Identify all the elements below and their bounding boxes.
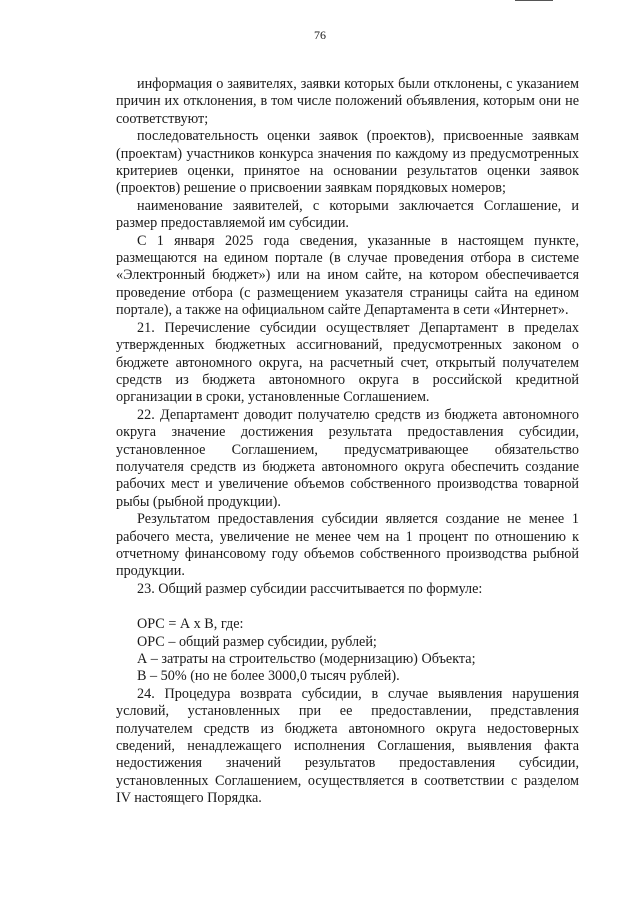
paragraph-agreement-recipients: наименование заявителей, с которыми заключается Соглашение, и размер предоставляемой им субсидии.: [116, 197, 579, 232]
page-number: 76: [314, 28, 326, 42]
formula-definition-a: А – затраты на строительство (модернизацию) Объекта;: [137, 651, 476, 667]
paragraph-result: Результатом предоставления субсидии является создание не менее 1 рабочего места, увеличение не менее чем на 1 процент по отношению к отчетному финансовому году объемов собственного производства рыбной продукции.: [116, 511, 579, 580]
formula-expression: ОРС = А х В, где:: [137, 616, 244, 633]
formula-definition-b: В – 50% (но не более 3000,0 тысяч рублей).: [137, 668, 400, 685]
paragraph-evaluation-sequence: последовательность оценки заявок (проектов), присвоенные заявкам (проектам) участников конкурса значения по каждому из предусмотренных критериев оценки, принятое на основании результатов оценки заявок (проектов) решение о присвоении заявкам порядковых номеров;: [116, 128, 579, 197]
paragraph-clause-22: 22. Департамент доводит получателю средств из бюджета автономного округа значение достижения результата предоставления субсидии, установленное Соглашением, предусматривающее обязательство получателя средств из бюджета автономного округа обеспечить создание рабочих мест и увеличение объемов собственного производства товарной рыбы (рыбной продукции).: [116, 406, 579, 510]
paragraph-clause-24: 24. Процедура возврата субсидии, в случае выявления нарушения условий, установленных при ее предоставлении, представления получателем средств из бюджета автономного округа недостоверных сведений, ненадлежащего исполнения Соглашения, выявления факта недостижения значений результатов предоставления субсидии, установленных Соглашением, осуществляется в соответствии с разделом IV настоящего Порядка.: [116, 685, 579, 807]
paragraph-clause-23: 23. Общий размер субсидии рассчитывается по формуле:: [137, 580, 483, 597]
formula-definition-ors: ОРС – общий размер субсидии, рублей;: [137, 633, 377, 650]
document-body: [116, 76, 579, 808]
spacer: [116, 598, 579, 616]
paragraph-publication-2025: С 1 января 2025 года сведения, указанные в настоящем пункте, размещаются на едином портале (в случае проведения отбора в системе «Электронный бюджет») или на ином сайте, на котором обеспечивается проведение отбора (с размещением указателя страницы сайта на едином портале), а также на официальном сайте Департамента в сети «Интернет».: [116, 232, 579, 319]
scan-mark: [515, 0, 553, 1]
paragraph-rejected-applicants: информация о заявителях, заявки которых были отклонены, с указанием причин их отклонения, в том числе положений объявления, которым они не соответствуют;: [116, 76, 579, 127]
paragraph-clause-21: 21. Перечисление субсидии осуществляет Департамент в пределах утвержденных бюджетных ассигнований, предусмотренных законом о бюджете автономного округа, на расчетный счет, открытый получателем средств из бюджета автономного округа в российской кредитной организации в сроки, установленные Соглашением.: [116, 319, 579, 406]
